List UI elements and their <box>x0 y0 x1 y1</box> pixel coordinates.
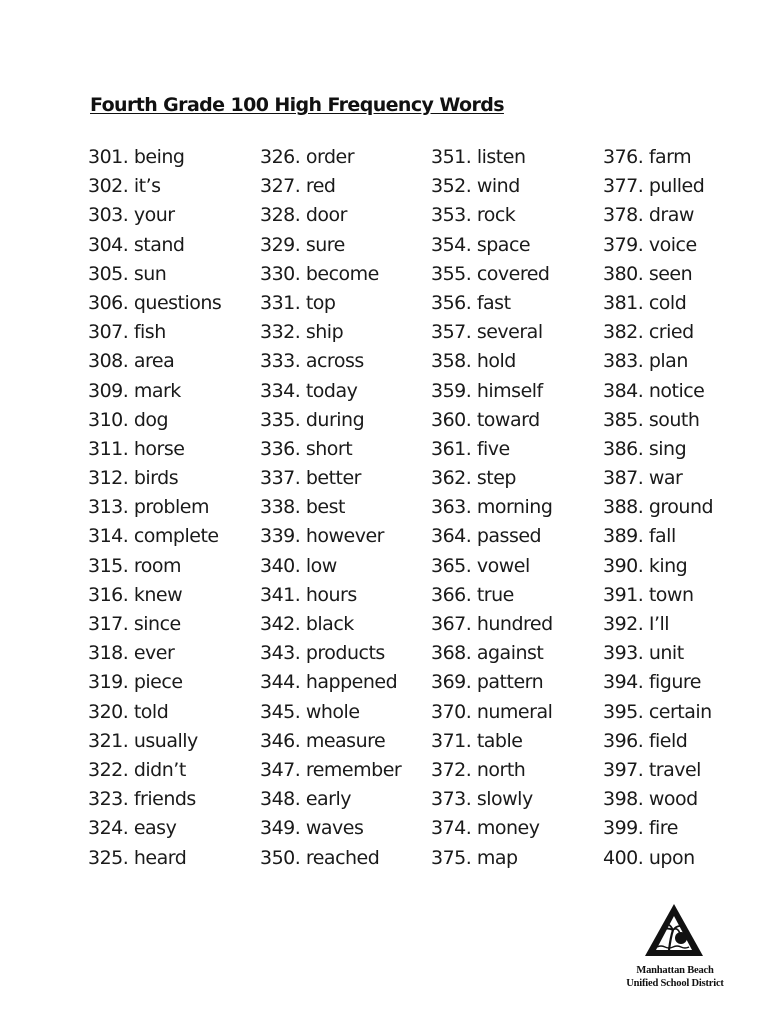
word-item: 374. money <box>431 817 540 840</box>
word-item: 371. table <box>431 729 523 752</box>
word-item: 352. wind <box>431 175 520 198</box>
word-item: 385. south <box>603 408 700 431</box>
word-column-4 <box>603 143 768 873</box>
word-item: 383. plan <box>603 350 688 373</box>
word-item: 395. certain <box>603 700 712 723</box>
word-item: 399. fire <box>603 817 678 840</box>
word-item: 344. happened <box>260 671 398 694</box>
word-item: 319. piece <box>88 671 183 694</box>
word-item: 377. pulled <box>603 175 705 198</box>
word-item: 342. black <box>260 613 354 635</box>
word-item: 341. hours <box>260 583 357 606</box>
word-item: 348. early <box>260 788 352 811</box>
word-item: 312. birds <box>88 467 179 490</box>
word-item: 389. fall <box>603 525 676 548</box>
word-column-2 <box>260 143 430 873</box>
word-item: 378. draw <box>603 204 694 227</box>
word-item: 315. room <box>88 554 181 577</box>
word-item: 320. told <box>88 700 169 723</box>
word-item: 381. cold <box>603 291 687 314</box>
word-item: 332. ship <box>260 321 344 344</box>
word-item: 354. space <box>431 233 531 256</box>
word-item: 359. himself <box>431 379 543 402</box>
word-item: 397. travel <box>603 758 701 781</box>
word-item: 317. since <box>88 613 181 635</box>
word-item: 327. red <box>260 175 336 198</box>
word-item: 337. better <box>260 467 361 490</box>
word-list <box>0 143 768 878</box>
word-item: 311. horse <box>88 437 185 460</box>
word-item: 357. several <box>431 321 543 344</box>
word-item: 310. dog <box>88 408 169 431</box>
word-item: 365. vowel <box>431 554 530 577</box>
word-item: 322. didn’t <box>88 758 186 781</box>
word-item: 390. king <box>603 554 688 577</box>
word-item: 382. cried <box>603 321 694 344</box>
word-item: 358. hold <box>431 350 516 373</box>
logo-text-line-2: Unified School District <box>626 978 724 989</box>
word-item: 301. being <box>88 146 185 168</box>
word-item: 316. knew <box>88 583 183 606</box>
word-item: 330. become <box>260 262 379 285</box>
word-column-3 <box>431 143 601 873</box>
word-item: 387. war <box>603 467 683 490</box>
word-item: 370. numeral <box>431 700 553 723</box>
word-item: 340. low <box>260 554 337 577</box>
word-item: 376. farm <box>603 146 692 168</box>
word-item: 324. easy <box>88 817 177 840</box>
word-item: 336. short <box>260 437 353 460</box>
word-item: 393. unit <box>603 642 684 665</box>
triangle-palm-logo-icon <box>643 902 705 960</box>
word-item: 309. mark <box>88 379 181 402</box>
word-item: 313. problem <box>88 496 209 519</box>
word-item: 350. reached <box>260 846 380 869</box>
word-item: 302. it’s <box>88 175 161 198</box>
word-item: 384. notice <box>603 379 705 402</box>
word-item: 363. morning <box>431 496 553 519</box>
word-item: 369. pattern <box>431 671 544 694</box>
word-item: 394. figure <box>603 671 701 694</box>
word-item: 379. voice <box>603 233 697 256</box>
word-item: 373. slowly <box>431 788 533 811</box>
word-item: 391. town <box>603 583 694 606</box>
word-item: 392. I’ll <box>603 613 670 635</box>
word-item: 346. measure <box>260 729 386 752</box>
word-item: 308. area <box>88 350 175 373</box>
word-column-1 <box>88 143 258 873</box>
word-item: 339. however <box>260 525 384 548</box>
word-item: 329. sure <box>260 233 345 256</box>
word-item: 349. waves <box>260 817 364 840</box>
word-item: 305. sun <box>88 262 167 285</box>
word-item: 326. order <box>260 146 355 168</box>
word-item: 375. map <box>431 846 518 869</box>
word-item: 318. ever <box>88 642 175 665</box>
word-item: 343. products <box>260 642 385 665</box>
word-item: 335. during <box>260 408 365 431</box>
word-item: 303. your <box>88 204 175 227</box>
word-item: 334. today <box>260 379 358 402</box>
word-item: 328. door <box>260 204 347 227</box>
word-item: 361. five <box>431 437 510 460</box>
page-title: Fourth Grade 100 High Frequency Words <box>90 94 504 116</box>
word-item: 304. stand <box>88 233 185 256</box>
word-item: 325. heard <box>88 846 187 869</box>
word-item: 314. complete <box>88 525 219 548</box>
word-item: 356. fast <box>431 291 511 314</box>
word-item: 368. against <box>431 642 544 665</box>
word-item: 386. sing <box>603 437 687 460</box>
word-item: 307. fish <box>88 321 166 344</box>
word-item: 388. ground <box>603 496 714 519</box>
word-item: 380. seen <box>603 262 693 285</box>
word-item: 338. best <box>260 496 345 519</box>
word-item: 355. covered <box>431 262 550 285</box>
word-item: 333. across <box>260 350 364 373</box>
word-item: 360. toward <box>431 408 540 431</box>
word-item: 306. questions <box>88 291 222 314</box>
word-item: 347. remember <box>260 758 402 781</box>
word-item: 351. listen <box>431 146 526 168</box>
word-item: 331. top <box>260 291 336 314</box>
district-logo <box>616 902 736 997</box>
word-item: 367. hundred <box>431 613 553 635</box>
word-item: 345. whole <box>260 700 360 723</box>
word-item: 398. wood <box>603 788 698 811</box>
word-item: 372. north <box>431 758 526 781</box>
word-item: 321. usually <box>88 729 198 752</box>
logo-text-line-1: Manhattan Beach <box>636 965 714 976</box>
word-item: 396. field <box>603 729 688 752</box>
word-item: 362. step <box>431 467 516 490</box>
word-item: 366. true <box>431 583 514 606</box>
word-item: 400. upon <box>603 846 695 869</box>
word-item: 364. passed <box>431 525 542 548</box>
word-item: 353. rock <box>431 204 516 227</box>
word-item: 323. friends <box>88 788 196 811</box>
